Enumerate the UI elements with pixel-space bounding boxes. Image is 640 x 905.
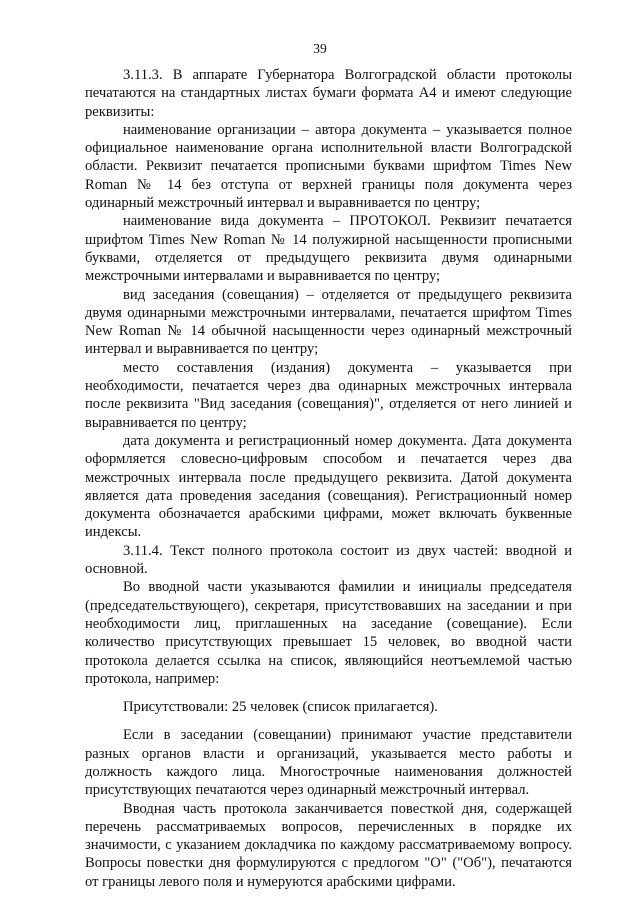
paragraph-agenda: Вводная часть протокола заканчивается повесткой дня, содержащей перечень рассматриваемых вопросов, перечисленных в порядке их значимости, с указанием докладчика по каждому рассматриваемому вопросу. Вопросы повестки дня формулируются с предлогом "О" ("Об"), печатаются от границы левого поля и нумеруются арабскими цифрами. [85,800,572,890]
paragraph-participants: Если в заседании (совещании) принимают участие представители разных органов власти и организаций, указывается место работы и должность каждого лица. Многострочные наименования должностей присутствующих печатаются через одинарный межстрочный интервал. [85,727,572,799]
paragraph-org-name: наименование организации – автора документа – указывается полное официальное наименование органа исполнительной власти Волгоградской области. Реквизит печатается прописными буквами шрифтом Times New Roman № 14 без отступа от верхней границы поля документа через одинарный межстрочный интервал и выравнивается по центру; [85,121,572,212]
page-number: 39 [313,41,327,56]
paragraph-doc-type: наименование вида документа – ПРОТОКОЛ. Реквизит печатается шрифтом Times New Roman № 14 полужирной насыщенности прописными буквами, отделяется от предыдущего реквизита двумя одинарными межстрочными интервалами и выравнивается по центру; [85,213,572,285]
paragraph-date-number: дата документа и регистрационный номер документа. Дата документа оформляется словесно-цифровым способом и печатается через два межстрочных интервала после предыдущего реквизита. Датой документа является дата проведения заседания (совещания). Регистрационный номер документа обозначается арабскими цифрами, может включать буквенные индексы. [85,432,572,541]
paragraph-place: место составления (издания) документа – указывается при необходимости, печатается через два одинарных межстрочных интервала после реквизита "Вид заседания (совещания)", отделяется от него линией и выравнивается по центру; [85,359,572,431]
paragraph-example: Присутствовали: 25 человек (список прилагается). [123,699,438,716]
paragraph-3-11-3: 3.11.3. В аппарате Губернатора Волгоградской области протоколы печатаются на стандартных листах бумаги формата А4 и имеют следующие реквизиты: [85,67,572,120]
paragraph-intro-part: Во вводной части указываются фамилии и инициалы председателя (председательствующего), секретаря, присутствовавших на заседании и при необходимости лиц, приглашенных на заседание (совещание). Если количество присутствующих превышает 15 человек, во вводной части протокола делается ссылка на список, являющийся неотъемлемой частью протокола, например: [85,579,572,687]
paragraph-3-11-4: 3.11.4. Текст полного протокола состоит из двух частей: вводной и основной. [85,542,572,578]
document-body [85,66,572,891]
paragraph-meeting-type: вид заседания (совещания) – отделяется от предыдущего реквизита двумя одинарными межстрочными интервалами, печатается шрифтом Times New Roman № 14 обычной насыщенности через одинарный межстрочный интервал и выравнивается по центру; [85,286,572,358]
